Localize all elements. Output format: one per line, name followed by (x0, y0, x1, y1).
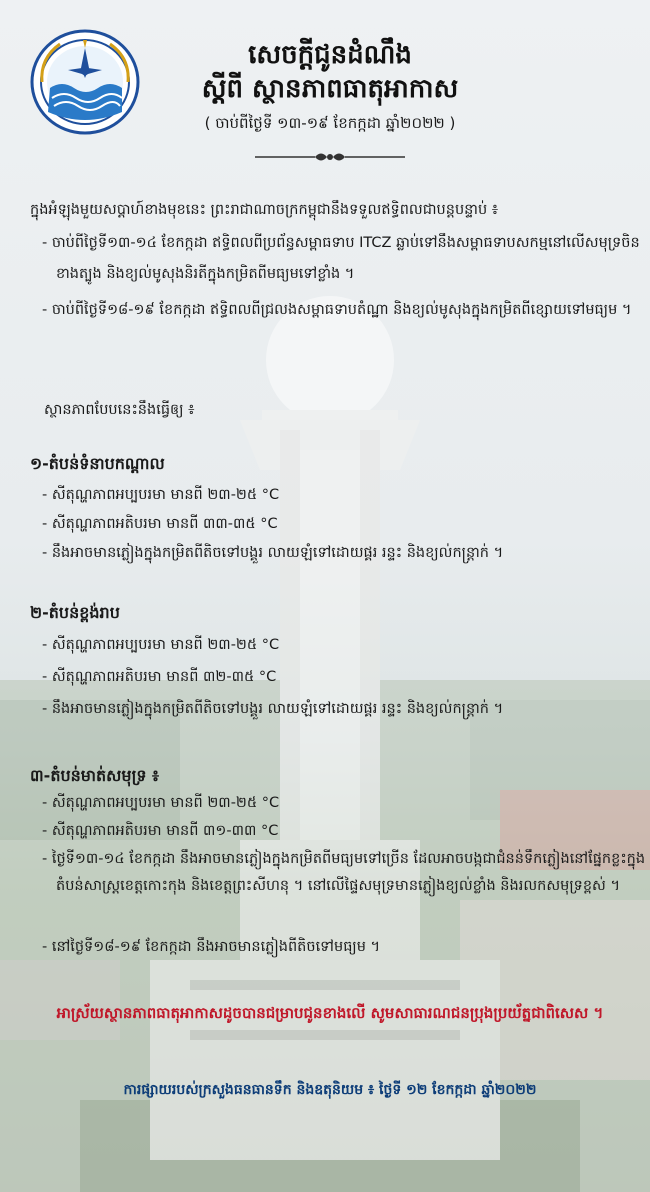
region-item: - នៅថ្ងៃទី១៨-១៩ ខែកក្កដា នឹងអាចមានភ្លៀងពីតិចទៅមធ្យម ។ (42, 939, 381, 955)
effects-heading: ស្ថានភាពបែបនេះនឹងធ្វើឲ្យ ៖ (44, 402, 195, 418)
divider-ornament-icon (255, 150, 405, 164)
region-item: - សីតុណ្ហភាពអប្បបរមា មានពី ២៣-២៥ °C (42, 487, 280, 503)
region-item: - សីតុណ្ហភាពអតិបរមា មានពី ៣១-៣៣ °C (42, 823, 279, 839)
page-title: សេចក្តីជូនដំណឹង (248, 40, 412, 70)
region-item: - សីតុណ្ហភាពអប្បបរមា មានពី ២៣-២៥ °C (42, 637, 280, 653)
influence-item: - ចាប់ពីថ្ងៃទី១៣-១៤ ខែកក្កដា ឥទ្ធិពលពីប្រព័ន្ធសម្ពាធទាប ITCZ ឆ្លាប់ទៅនឹងសម្ពាធទាបសកម្មនៅលើសមុទ្រចិនខាងត្បូង និងខ្យល់មូសុងនិរតីក្នុងកម្រិតពីមធ្យមទៅខ្លាំង ។ (42, 235, 640, 282)
region-item: - នឹងអាចមានភ្លៀងក្នុងកម្រិតពីតិចទៅបង្គួរ លាយឡំទៅដោយផ្គរ រន្ទះ និងខ្យល់កន្ត្រាក់ ។ (42, 701, 504, 717)
forecast-period: ( ចាប់ពីថ្ងៃទី ១៣-១៩ ខែកក្កដា ឆ្នាំ២០២២ ) (204, 114, 456, 132)
region-item: - សីតុណ្ហភាពអតិបរមា មានពី ៣២-៣៥ °C (42, 669, 277, 685)
safety-notice: អាស្រ័យស្ថានភាពធាតុអាកាសដូចបានជម្រាបជូនខាងលើ សូមសាធារណជនប្រុងប្រយ័ត្នជាពិសេស ។ (56, 1004, 604, 1022)
region-item: - សីតុណ្ហភាពអប្បបរមា មានពី ២៣-២៥ °C (42, 795, 280, 811)
ministry-emblem-icon (30, 28, 140, 136)
region-item: - សីតុណ្ហភាពអតិបរមា មានពី ៣៣-៣៥ °C (42, 516, 278, 532)
region-item: - ថ្ងៃទី១៣-១៤ ខែកក្កដា នឹងអាចមានភ្លៀងក្នុងកម្រិតពីមធ្យមទៅច្រើន ដែលអាចបង្កជាជំនន់ទឹកភ្លៀងនៅផ្នែកខ្លះក្នុងតំបន់សាស្ត្រខេត្តកោះកុង និងខេត្តព្រះសីហនុ ។ នៅលើផ្ទៃសមុទ្រមានភ្លៀងខ្យល់ខ្លាំង និងរលកសមុទ្រខ្ពស់ ។ (42, 851, 646, 894)
publisher-footer: ការផ្សាយរបស់ក្រសួងធនធានទឹក និងឧតុនិយម ៖ ថ្ងៃទី ១២ ខែកក្កដា ឆ្នាំ២០២២ (123, 1082, 537, 1098)
region-item: - នឹងអាចមានភ្លៀងក្នុងកម្រិតពីតិចទៅបង្គួរ លាយឡំទៅដោយផ្គរ រន្ទះ និងខ្យល់កន្ត្រាក់ ។ (42, 545, 504, 561)
region-heading: ៣-តំបន់មាត់សមុទ្រ ៖ (30, 766, 160, 785)
page-subtitle: ស្តីពី ស្ថានភាពធាតុអាកាស (201, 74, 459, 104)
region-heading: ២-តំបន់ខ្ពង់រាប (30, 603, 120, 622)
intro-text: ក្នុងអំឡុងមួយសប្តាហ៍ខាងមុខនេះ ព្រះរាជាណាចក្រកម្ពុជានឹងទទួលឥទ្ធិពលជាបន្តបន្ទាប់ ៖ (30, 202, 499, 218)
region-heading: ១-តំបន់ទំនាបកណ្ដាល (30, 454, 165, 473)
influence-item: - ចាប់ពីថ្ងៃទី១៨-១៩ ខែកក្កដា ឥទ្ធិពលពីជ្រលងសម្ពាធទាបតំណ្ឋា និងខ្យល់មូសុងក្នុងកម្រិតពីខ្សោយទៅមធ្យម ។ (42, 302, 632, 318)
